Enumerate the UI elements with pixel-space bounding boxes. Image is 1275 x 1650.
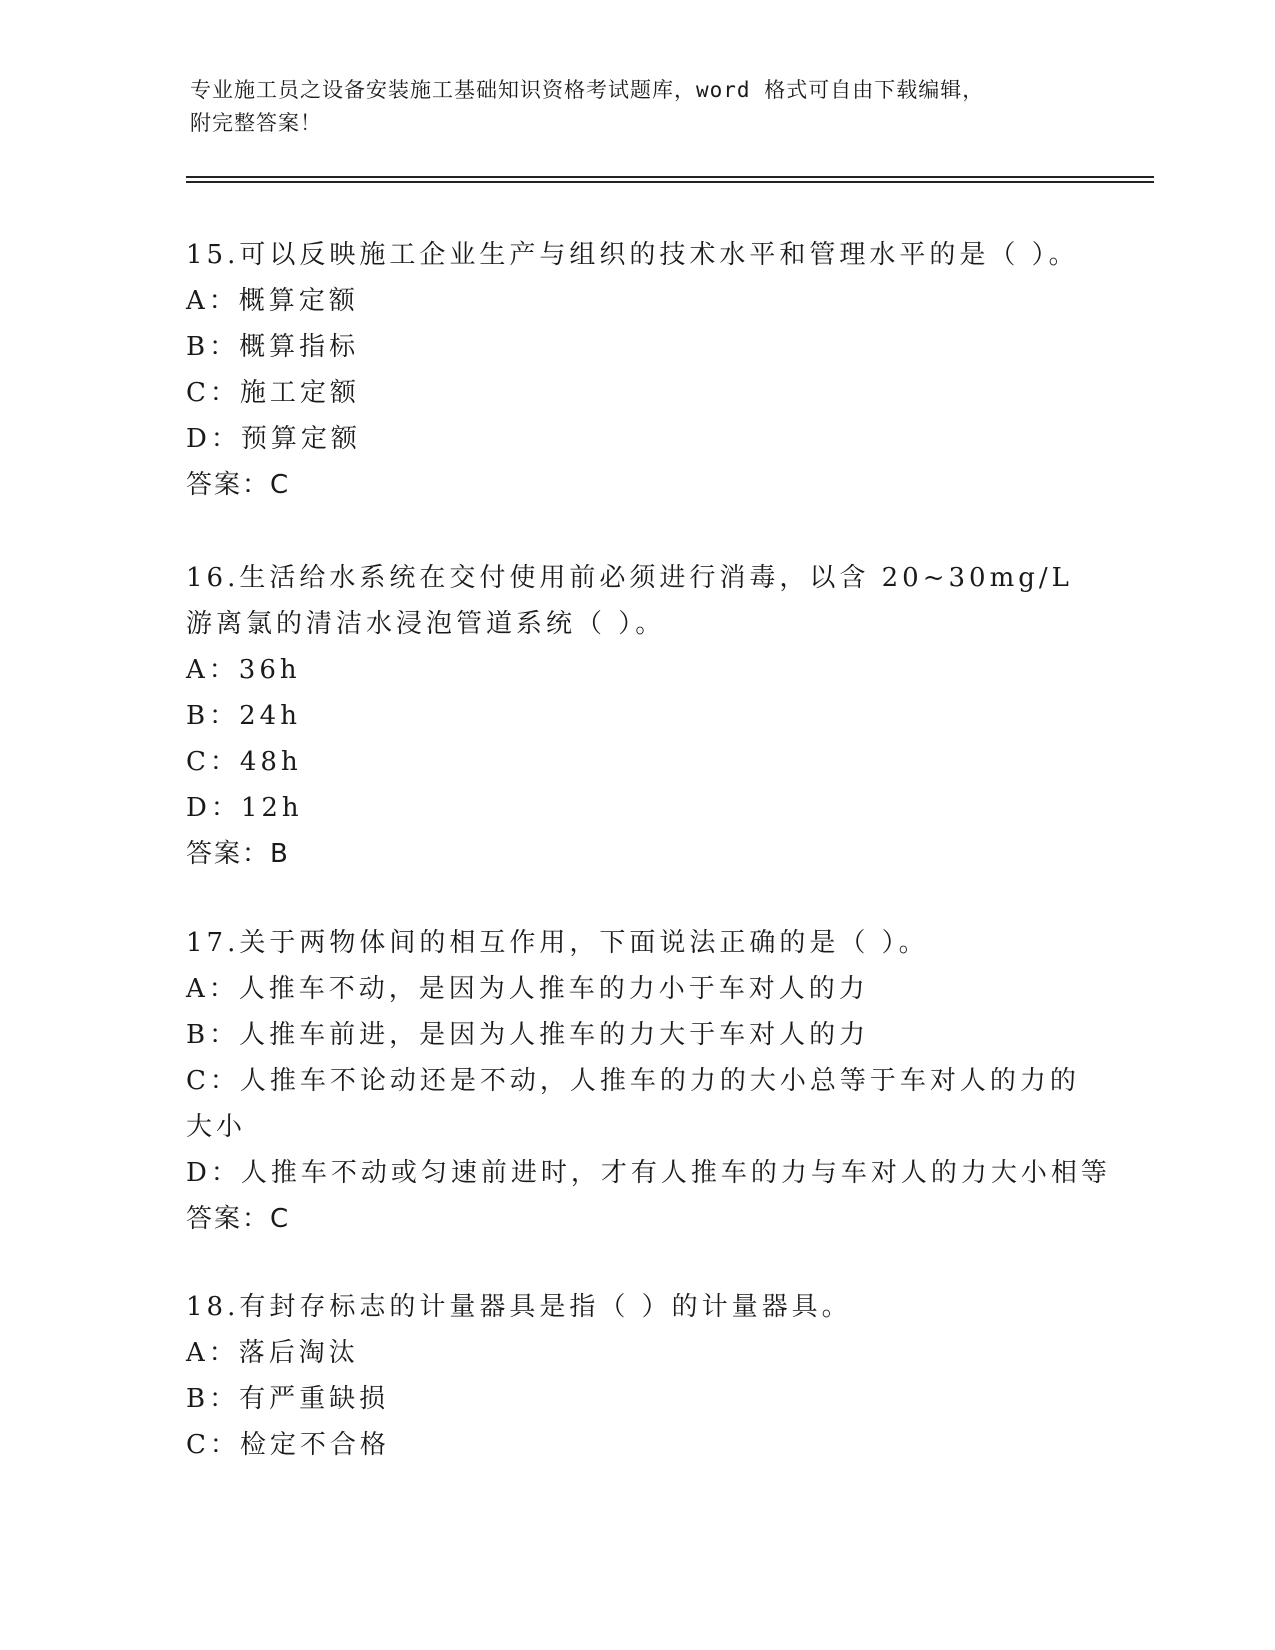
option-b: B：概算指标 xyxy=(186,332,360,362)
option-d: D：人推车不动或匀速前进时，才有人推车的力与车对人的力大小相等 xyxy=(186,1158,1111,1188)
question-15 xyxy=(186,232,1086,508)
document-header xyxy=(190,74,1070,140)
question-18 xyxy=(186,1284,1086,1468)
header-divider-top xyxy=(186,176,1154,178)
question-16 xyxy=(186,555,1086,877)
question-stem: 16.生活给水系统在交付使用前必须进行消毒，以含 20~30mg/L 游离氯的清洁水浸泡管道系统（ ）。 xyxy=(186,563,1073,639)
option-b: B：24h xyxy=(186,701,301,731)
option-c: C：施工定额 xyxy=(186,378,360,408)
answer-label: 答案：C xyxy=(186,470,291,500)
answer-label: 答案：C xyxy=(186,1204,291,1234)
option-d: D：12h xyxy=(186,793,303,823)
answer-label: 答案：B xyxy=(186,839,290,869)
option-d: D：预算定额 xyxy=(186,424,361,454)
option-b: B：人推车前进，是因为人推车的力大于车对人的力 xyxy=(186,1020,870,1050)
question-stem: 15.可以反映施工企业生产与组织的技术水平和管理水平的是（ ）。 xyxy=(186,240,1079,270)
option-a: A：人推车不动，是因为人推车的力小于车对人的力 xyxy=(186,974,869,1004)
header-divider-bottom xyxy=(186,181,1154,183)
option-a: A：概算定额 xyxy=(186,286,359,316)
question-stem: 17.关于两物体间的相互作用，下面说法正确的是（ ）。 xyxy=(186,928,929,958)
question-17 xyxy=(186,920,1111,1242)
option-c: C：检定不合格 xyxy=(186,1430,390,1460)
option-b: B：有严重缺损 xyxy=(186,1384,390,1414)
option-a: A：36h xyxy=(186,655,301,685)
header-line-2: 附完整答案！ xyxy=(190,111,322,135)
option-c: C：人推车不论动还是不动，人推车的力的大小总等于车对人的力的大小 xyxy=(186,1066,1080,1142)
question-stem: 18.有封存标志的计量器具是指（ ）的计量器具。 xyxy=(186,1292,852,1322)
option-c: C：48h xyxy=(186,747,302,777)
option-a: A：落后淘汰 xyxy=(186,1338,359,1368)
header-line-1: 专业施工员之设备安装施工基础知识资格考试题库，word 格式可自由下载编辑， xyxy=(190,78,985,102)
